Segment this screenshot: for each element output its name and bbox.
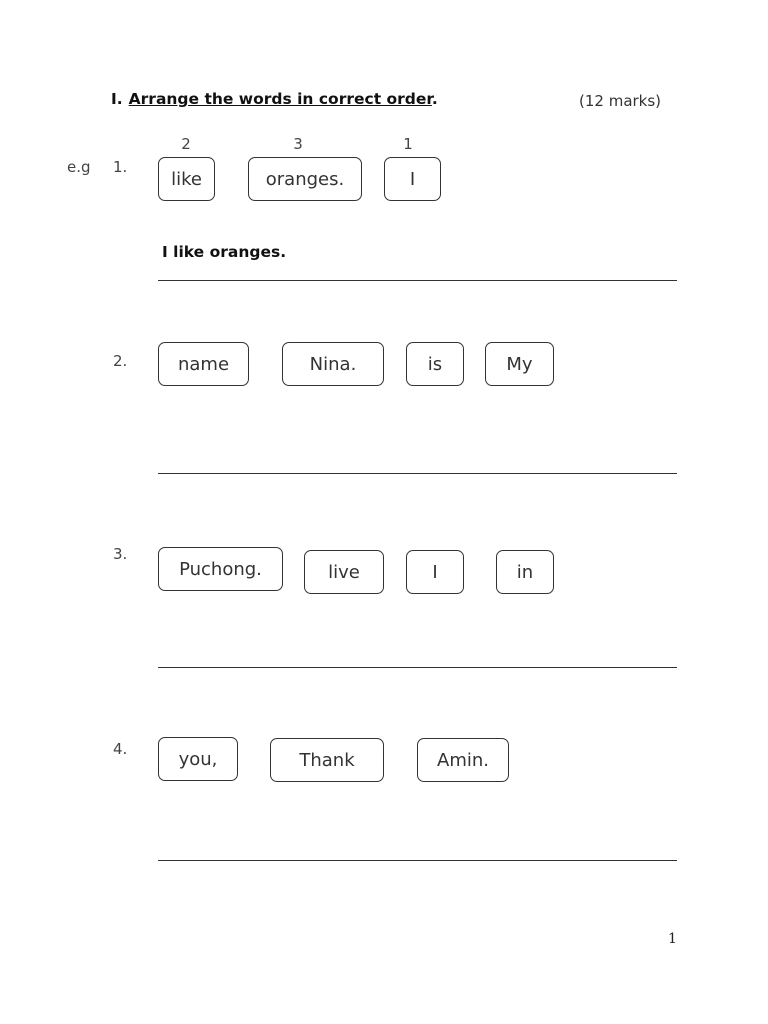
question-number: 3.: [113, 545, 128, 563]
order-number: 1: [403, 135, 413, 153]
word-card[interactable]: in: [496, 550, 554, 594]
order-number: 2: [181, 135, 191, 153]
instruction-text: Arrange the words in correct order: [128, 90, 432, 108]
word-card[interactable]: like: [158, 157, 215, 201]
word-card[interactable]: name: [158, 342, 249, 386]
example-answer: I like oranges.: [162, 243, 287, 261]
section-number: I.: [111, 90, 123, 108]
word-card[interactable]: Amin.: [417, 738, 509, 782]
instruction-punct: .: [431, 90, 438, 108]
order-number: 3: [293, 135, 303, 153]
answer-line[interactable]: [158, 280, 677, 281]
word-card[interactable]: live: [304, 550, 384, 594]
page-number: 1: [668, 931, 677, 947]
word-card[interactable]: Puchong.: [158, 547, 283, 591]
word-card[interactable]: I: [384, 157, 441, 201]
word-card[interactable]: Thank: [270, 738, 384, 782]
word-card[interactable]: you,: [158, 737, 238, 781]
question-number: 4.: [113, 740, 128, 758]
answer-line[interactable]: [158, 860, 677, 861]
word-card[interactable]: oranges.: [248, 157, 362, 201]
word-card[interactable]: is: [406, 342, 464, 386]
word-card[interactable]: My: [485, 342, 554, 386]
section-heading: [111, 90, 438, 108]
question-number: 1.: [113, 158, 128, 176]
example-label: e.g: [67, 158, 91, 176]
question-number: 2.: [113, 352, 128, 370]
word-card[interactable]: Nina.: [282, 342, 384, 386]
marks-label: (12 marks): [579, 92, 662, 110]
answer-line[interactable]: [158, 667, 677, 668]
answer-line[interactable]: [158, 473, 677, 474]
word-card[interactable]: I: [406, 550, 464, 594]
